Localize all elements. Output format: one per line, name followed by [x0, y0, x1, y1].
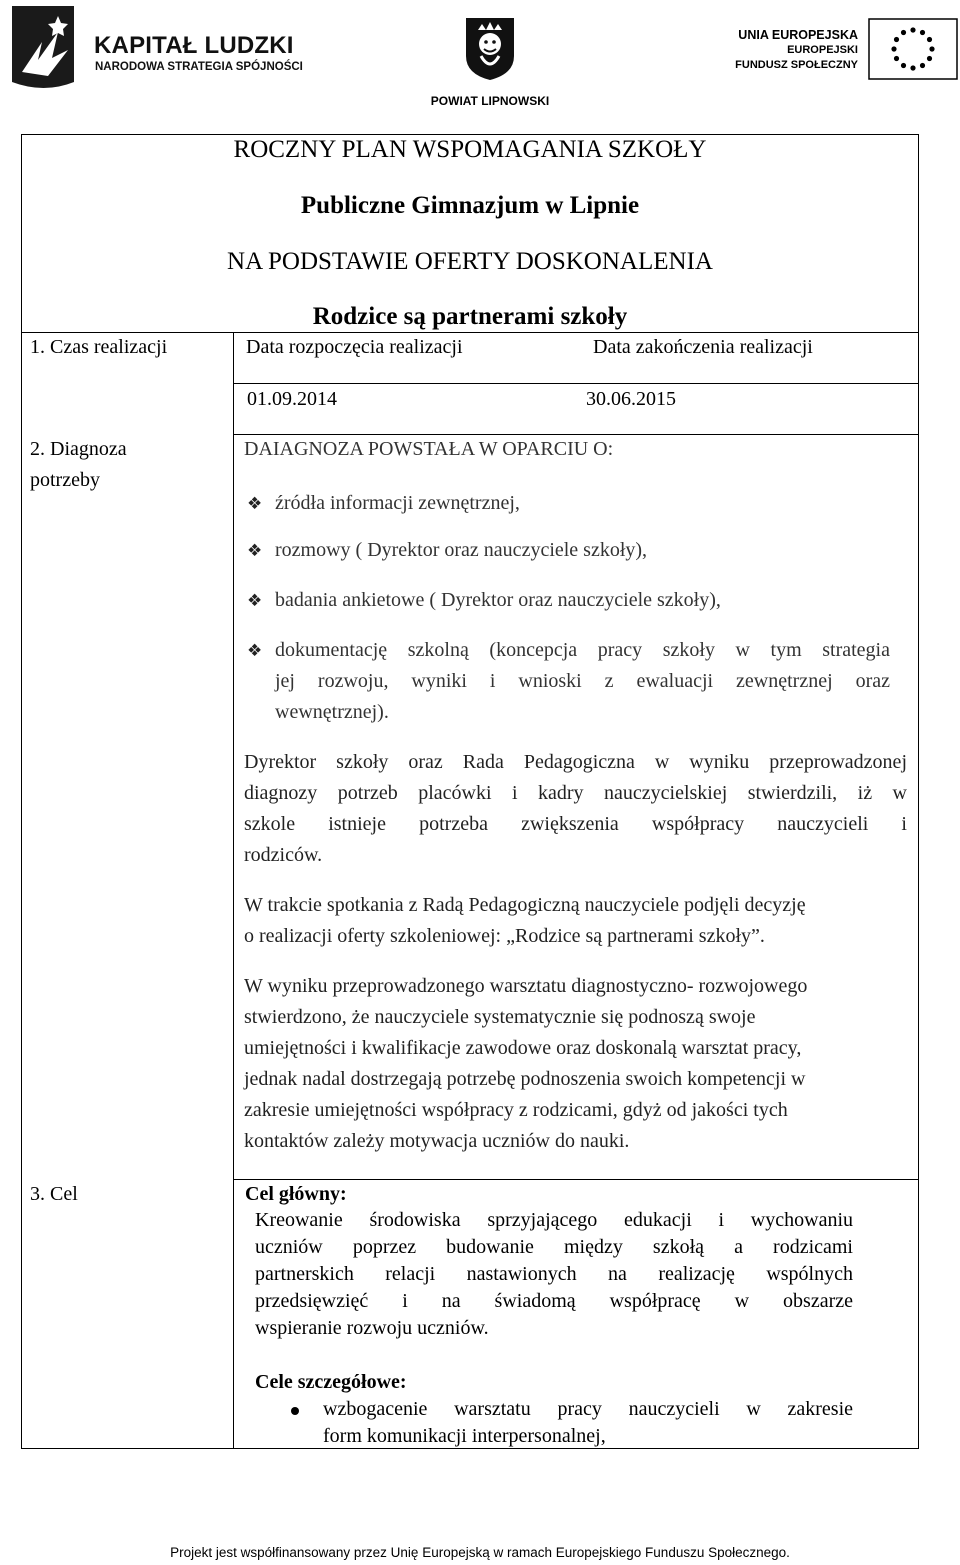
bullet-dot-icon: [291, 1407, 299, 1415]
section-2-label-line2: potrzeby: [30, 469, 100, 491]
eu-line-2: EUROPEJSKI: [787, 44, 858, 56]
bullet4-line: wewnętrznej).: [275, 701, 389, 723]
basis-line: NA PODSTAWIE OFERTY DOSKONALENIA: [227, 248, 713, 275]
diagnosis-bullet: [247, 639, 275, 662]
diamond-bullet-icon: ❖: [247, 541, 263, 561]
diagnosis-paragraph-3-line: stwierdzono, że nauczyciele systematycznie się podnoszą swoje: [244, 1006, 756, 1028]
kapital-ludzki-subtitle: NARODOWA STRATEGIA SPÓJNOŚCI: [95, 61, 303, 73]
specific-goal-line: form komunikacji interpersonalnej,: [323, 1425, 606, 1447]
powiat-crest-icon: [464, 16, 516, 82]
section-1-label: 1. Czas realizacji: [30, 336, 168, 358]
kapital-ludzki-emblem-icon: [8, 2, 78, 94]
start-date-header: Data rozpoczęcia realizacji: [246, 336, 463, 358]
specific-goals-heading: Cele szczegółowe:: [255, 1371, 407, 1393]
diagnosis-paragraph-2-line: o realizacji oferty szkoleniowej: „Rodzice są partnerami szkoły”.: [244, 925, 765, 947]
diagnosis-bullet: ❖ źródła informacji zewnętrznej,: [247, 492, 520, 514]
eu-line-3: FUNDUSZ SPOŁECZNY: [735, 59, 858, 71]
document-title: ROCZNY PLAN WSPOMAGANIA SZKOŁY: [233, 136, 707, 163]
main-goal-line: wspieranie rozwoju uczniów.: [255, 1317, 489, 1339]
kapital-ludzki-title: KAPITAŁ LUDZKI: [94, 32, 294, 59]
diagnosis-paragraph-1-line: Dyrektor szkoły oraz Rada Pedagogiczna w wyniku przeprowadzonej: [244, 751, 907, 773]
diagnosis-paragraph-3-line: zakresie umiejętności współpracy z rodzicami, gdyż od jakości tych: [244, 1099, 788, 1121]
main-goal-line: Kreowanie środowiska sprzyjającego edukacji i wychowaniu: [255, 1209, 853, 1231]
diagnosis-bullet: ❖ badania ankietowe ( Dyrektor oraz nauczyciele szkoły),: [247, 589, 721, 611]
diagnosis-paragraph-2-line: W trakcie spotkania z Radą Pedagogiczną nauczyciele podjęli decyzję: [244, 894, 806, 916]
kapital-ludzki-logo: [4, 0, 324, 96]
diagnosis-paragraph-3-line: W wyniku przeprowadzonego warsztatu diagnostyczno- rozwojowego: [244, 975, 808, 997]
eu-flag-icon: [868, 18, 958, 80]
main-goal-line: partnerskich relacji nastawionych na realizację wspólnych: [255, 1263, 853, 1285]
bullet4-line: dokumentację szkolną (koncepcja pracy szkoły w tym strategia: [275, 639, 890, 661]
diagnosis-paragraph-1-line: szkole istnieje potrzeba zwiększenia współpracy nauczycieli i: [244, 813, 907, 835]
diagnosis-paragraph-3-line: kontaktów zależy motywacja uczniów do nauki.: [244, 1130, 630, 1152]
section-2-label-line1: 2. Diagnoza: [30, 438, 127, 460]
diamond-bullet-icon: ❖: [247, 591, 263, 611]
specific-goal-line: wzbogacenie warsztatu pracy nauczycieli w zakresie: [323, 1398, 853, 1420]
powiat-lipnowski-logo: [420, 8, 560, 108]
powiat-name: POWIAT LIPNOWSKI: [430, 94, 550, 108]
offer-name: Rodzice są partnerami szkoły: [312, 303, 628, 330]
end-date: 30.06.2015: [586, 388, 676, 410]
bullet4-line: jej rozwoju, wyniki i wnioski z ewaluacji zewnętrznej oraz: [275, 670, 890, 692]
main-goal-line: przedsięwzięć i na świadomą współpracę w obszarze: [255, 1290, 853, 1312]
diamond-bullet-icon: ❖: [247, 494, 263, 514]
diagnosis-bullet: ❖ rozmowy ( Dyrektor oraz nauczyciele szkoły),: [247, 539, 648, 561]
main-goal-heading: Cel główny:: [245, 1183, 347, 1205]
eu-line-1: UNIA EUROPEJSKA: [738, 28, 858, 42]
main-goal-line: uczniów poprzez budowanie między szkołą a rodzicami: [255, 1236, 853, 1258]
diagnosis-paragraph-1-line: rodziców.: [244, 844, 323, 866]
diagnosis-paragraph-3-line: umiejętności i kwalifikacje zawodowe oraz doskonalą warsztat pracy,: [244, 1037, 802, 1059]
diagnosis-paragraph-1-line: diagnozy potrzeb placówki i kadry nauczycielskiej stwierdzili, iż w: [244, 782, 907, 804]
end-date-header: Data zakończenia realizacji: [593, 336, 813, 358]
section-3-label: 3. Cel: [30, 1183, 78, 1205]
plan-table: [21, 134, 919, 1449]
school-name: Publiczne Gimnazjum w Lipnie: [300, 192, 640, 219]
diagnosis-heading: DAIAGNOZA POWSTAŁA W OPARCIU O:: [244, 438, 614, 460]
start-date: 01.09.2014: [247, 388, 337, 410]
diamond-bullet-icon: ❖: [247, 641, 263, 661]
eu-logo: [730, 14, 960, 84]
footer-note: Projekt jest współfinansowany przez Unię Europejską w ramach Europejskiego Funduszu Społecznego.: [170, 1545, 790, 1560]
diagnosis-paragraph-3-line: jednak nadal dostrzegają potrzebę podnoszenia swoich kompetencji w: [244, 1068, 806, 1090]
